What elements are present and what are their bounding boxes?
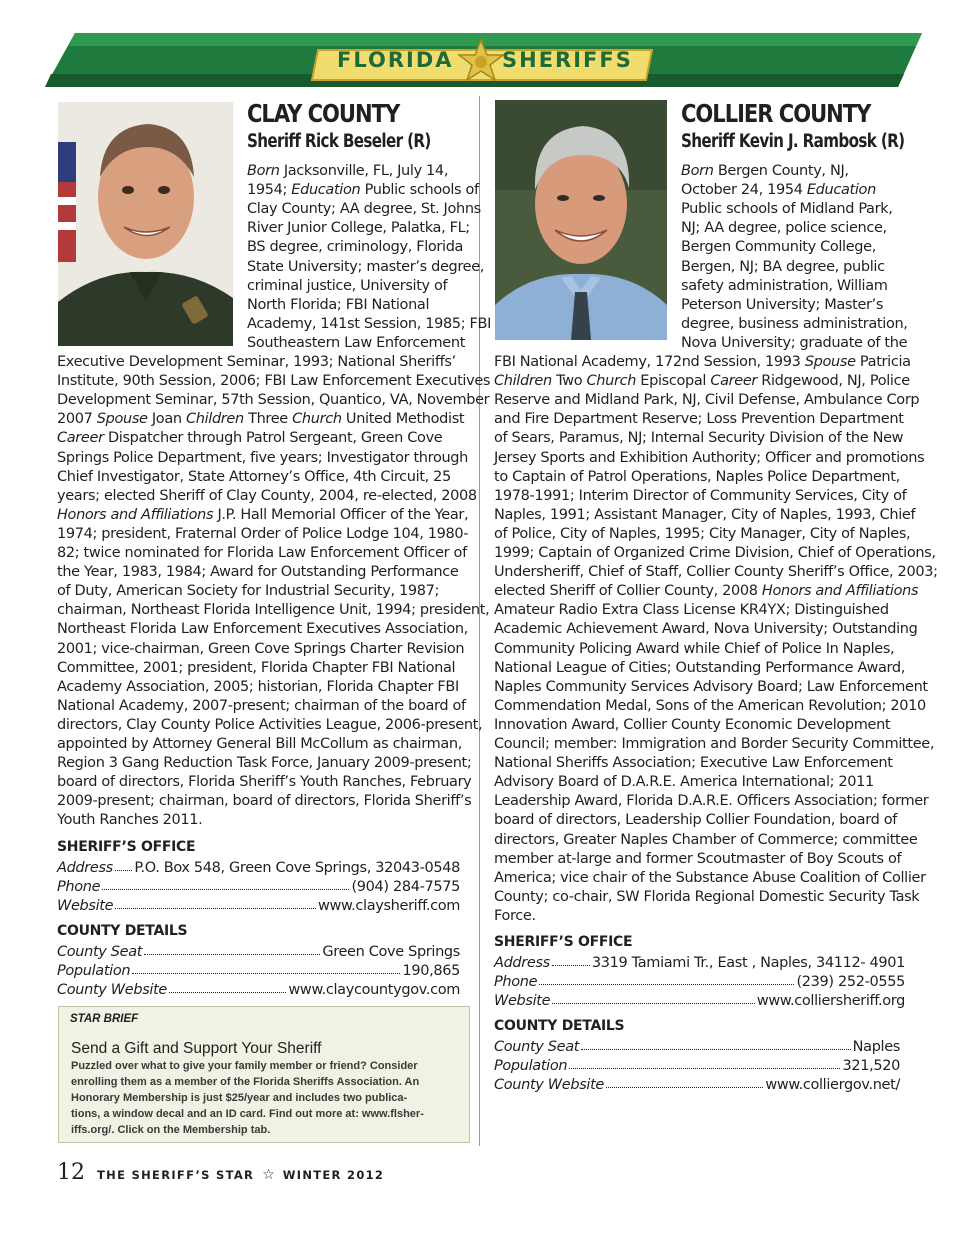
masthead-banner xyxy=(0,0,960,95)
bio-line: October 24, 1954 Education xyxy=(681,182,876,199)
bio-line: Amateur Radio Extra Class License KR4YX; Distinguished xyxy=(494,602,889,619)
portrait-icon xyxy=(58,102,233,346)
clay-phone-label: Phone xyxy=(57,879,101,895)
bio-line: of Duty, American Society for Industrial Security, 1987; xyxy=(57,583,440,600)
star-icon: ☆ xyxy=(262,1167,275,1183)
bio-line: the Year, 1983, 1984; Award for Outstanding Performance xyxy=(57,564,459,581)
bio-line: Development Seminar, 57th Session, Quantico, VA, November xyxy=(57,392,490,409)
bio-line: and Fire Department Reserve; Loss Prevention Department xyxy=(494,411,904,428)
bio-line: safety administration, William xyxy=(681,277,888,294)
clay-seat-label: County Seat xyxy=(57,944,143,960)
bio-line: Community Policing Award while Chief of Police In Naples, xyxy=(494,640,895,657)
collier-county-website-label: County Website xyxy=(494,1077,605,1093)
bio-line: Clay County; AA degree, St. Johns xyxy=(247,201,481,218)
bio-line: North Florida; FBI National xyxy=(247,296,430,313)
collier-seat-label: County Seat xyxy=(494,1039,580,1055)
bio-line: National Sheriffs Association; Executive Law Enforcement xyxy=(494,755,893,772)
bio-line: FBI National Academy, 172nd Session, 1993 Spouse Patricia xyxy=(494,354,911,370)
bio-line: Reserve and Midland Park, NJ, Civil Defense, Ambulance Corp xyxy=(494,392,920,409)
bio-line: Leadership Award, Florida D.A.R.E. Officers Association; former xyxy=(494,793,929,810)
star-brief-line: enrolling them as a member of the Florida Sheriffs Association. An xyxy=(71,1076,420,1088)
star-brief-line: tions, a window decal and an ID card. Find out more at: www.flsher- xyxy=(71,1108,424,1120)
clay-sheriff-name: Sheriff Rick Beseler (R) xyxy=(247,131,431,152)
page-footer xyxy=(57,1160,384,1185)
clay-office-heading: SHERIFF’S OFFICE xyxy=(57,839,196,855)
bio-line: Honors and Affiliations J.P. Hall Memorial Officer of the Year, xyxy=(57,506,469,523)
bio-line: degree, business administration, xyxy=(681,315,908,332)
bio-line: of Police, City of Naples, 1995; City Manager, City of Naples, xyxy=(494,525,911,542)
clay-phone-row xyxy=(57,876,460,895)
bio-line: Naples, 1991; Assistant Manager, City of Naples, 1993, Chief xyxy=(494,506,916,523)
clay-seat-row xyxy=(57,941,460,960)
bio-line: NJ; AA degree, police science, xyxy=(681,220,887,237)
star-brief-label: STAR BRIEF xyxy=(70,1013,139,1025)
bio-line: 2001; vice-chairman, Green Cove Springs Charter Revision xyxy=(57,640,465,657)
collier-county-website-link[interactable]: www.colliergov.net/ xyxy=(765,1077,900,1093)
bio-line: Northeast Florida Law Enforcement Executives Association, xyxy=(57,621,468,638)
bio-line: 1978-1991; Interim Director of Community Services, City of xyxy=(494,487,907,504)
bio-line: Public schools of Midland Park, xyxy=(681,201,893,218)
clay-website-row xyxy=(57,895,460,914)
bio-line: member at-large and former Scoutmaster of Boy Scouts of xyxy=(494,850,902,867)
bio-line: Peterson University; Master’s xyxy=(681,296,884,313)
publication-name: THE SHERIFF’S STAR xyxy=(97,1168,255,1182)
collier-phone-label: Phone xyxy=(494,974,538,990)
clay-sheriff-photo xyxy=(58,102,233,346)
collier-seat-value: Naples xyxy=(852,1039,900,1055)
bio-line: State University; master’s degree, xyxy=(247,258,485,275)
bio-line: Jersey Sports and Exhibition Authority; Officer and promotions xyxy=(494,449,925,466)
clay-phone-value: (904) 284-7575 xyxy=(351,879,460,895)
bio-line: Region 3 Gang Reduction Task Force, January 2009-present; xyxy=(57,755,472,772)
collier-county-title: COLLIER COUNTY xyxy=(681,99,871,128)
bio-line: National Academy, 2007-present; chairman of the board of xyxy=(57,697,466,714)
clay-county-website-row xyxy=(57,979,460,998)
bio-line: years; elected Sheriff of Clay County, 2004, re-elected, 2008 xyxy=(57,487,477,504)
collier-phone-value: (239) 252-0555 xyxy=(796,974,905,990)
bio-line: Academy Association, 2005; historian, Florida Chapter FBI xyxy=(57,678,459,695)
bio-line: Career Dispatcher through Patrol Sergeant, Green Cove xyxy=(57,430,443,447)
bio-line: BS degree, criminology, Florida xyxy=(247,239,464,256)
bio-line: Children Two Church Episcopal Career Ridgewood, NJ, Police xyxy=(494,373,910,390)
clay-details-heading: COUNTY DETAILS xyxy=(57,923,188,939)
banner-florida: FLORIDA xyxy=(337,48,454,72)
bio-line: Executive Development Seminar, 1993; National Sheriffs’ xyxy=(57,354,456,370)
bio-line: of Sears, Paramus, NJ; Internal Security Division of the New xyxy=(494,430,904,447)
collier-county-website-row xyxy=(494,1074,900,1093)
bio-line: Southeastern Law Enforcement xyxy=(247,334,466,351)
issue-date: WINTER 2012 xyxy=(282,1168,385,1182)
bio-line: appointed by Attorney General Bill McCollum as chairman, xyxy=(57,736,463,752)
collier-sheriff-name: Sheriff Kevin J. Rambosk (R) xyxy=(681,131,905,152)
collier-population-label: Population xyxy=(494,1058,568,1074)
bio-line: Force. xyxy=(494,907,536,924)
clay-address-label: Address xyxy=(57,860,113,876)
star-brief-body xyxy=(71,1058,463,1138)
bio-line: 82; twice nominated for Florida Law Enforcement Officer of xyxy=(57,545,467,561)
bio-line: 1999; Captain of Organized Crime Division, Chief of Operations, xyxy=(494,545,936,561)
bio-line: Commendation Medal, Sons of the American Revolution; 2010 xyxy=(494,697,926,714)
banner-stripes xyxy=(0,0,960,95)
star-brief-panel xyxy=(58,1006,470,1143)
column-divider xyxy=(479,96,480,1146)
bio-line: directors, Greater Naples Chamber of Commerce; committee xyxy=(494,831,918,848)
page-number: 12 xyxy=(57,1160,85,1185)
bio-line: elected Sheriff of Collier County, 2008 Honors and Affiliations xyxy=(494,583,919,600)
bio-line: National League of Cities; Outstanding Performance Award, xyxy=(494,659,905,676)
clay-seat-value: Green Cove Springs xyxy=(322,944,460,960)
bio-line: Chief Investigator, State Attorney’s Office, 4th Circuit, 25 xyxy=(57,468,451,485)
bio-line: 1974; president, Fraternal Order of Police Lodge 104, 1980- xyxy=(57,525,469,542)
clay-website-link[interactable]: www.claysheriff.com xyxy=(317,898,460,914)
clay-population-label: Population xyxy=(57,963,131,979)
collier-address-row xyxy=(494,952,905,971)
bio-line: America; vice chair of the Substance Abuse Coalition of Collier xyxy=(494,869,926,886)
collier-sheriff-photo xyxy=(495,100,667,340)
star-brief-line: iffs.org/. Click on the Membership tab. xyxy=(71,1124,271,1136)
star-brief-line: Honorary Membership is just $25/year and includes two publica- xyxy=(71,1092,408,1104)
collier-phone-row xyxy=(494,971,905,990)
bio-line: board of directors, Florida Sheriff’s Youth Ranches, February xyxy=(57,774,472,791)
collier-population-value: 321,520 xyxy=(842,1058,900,1074)
bio-line: criminal justice, University of xyxy=(247,277,448,294)
clay-county-title: CLAY COUNTY xyxy=(247,99,400,128)
clay-website-label: Website xyxy=(57,898,114,914)
clay-county-website-link[interactable]: www.claycountygov.com xyxy=(288,982,460,998)
clay-address-value: P.O. Box 548, Green Cove Springs, 32043-0548 xyxy=(134,860,460,876)
collier-office-heading: SHERIFF’S OFFICE xyxy=(494,934,633,950)
clay-population-row xyxy=(57,960,460,979)
bio-line: Naples Community Services Advisory Board; Law Enforcement xyxy=(494,678,928,695)
bio-line: Born Jacksonville, FL, July 14, xyxy=(247,163,449,179)
bio-line: Bergen, NJ; BA degree, public xyxy=(681,258,885,275)
bio-line: 2007 Spouse Joan Children Three Church United Methodist xyxy=(57,411,465,428)
bio-line: Academic Achievement Award, Nova University; Outstanding xyxy=(494,621,918,638)
collier-address-label: Address xyxy=(494,955,550,971)
clay-county-website-label: County Website xyxy=(57,982,168,998)
clay-population-value: 190,865 xyxy=(402,963,460,979)
collier-details-heading: COUNTY DETAILS xyxy=(494,1018,625,1034)
bio-line: River Junior College, Palatka, FL; xyxy=(247,220,470,237)
star-brief-title: Send a Gift and Support Your Sheriff xyxy=(71,1040,322,1057)
bio-line: board of directors, Leadership Collier Foundation, board of xyxy=(494,812,897,829)
bio-line: 1954; Education Public schools of xyxy=(247,182,479,199)
collier-seat-row xyxy=(494,1036,900,1055)
star-brief-line: Puzzled over what to give your family member or friend? Consider xyxy=(71,1060,418,1072)
bio-line: Born Bergen County, NJ, xyxy=(681,163,849,179)
banner-sheriffs: SHERIFFS xyxy=(502,48,633,72)
bio-line: Council; member: Immigration and Border Security Committee, xyxy=(494,736,935,752)
bio-line: directors, Clay County Police Activities League, 2006-present, xyxy=(57,716,483,733)
collier-website-row xyxy=(494,990,905,1009)
bio-line: Committee, 2001; president, Florida Chapter FBI National xyxy=(57,659,456,676)
bio-line: Advisory Board of D.A.R.E. America International; 2011 xyxy=(494,774,874,791)
bio-line: Institute, 90th Session, 2006; FBI Law Enforcement Executives xyxy=(57,373,491,390)
collier-website-label: Website xyxy=(494,993,551,1009)
bio-line: County; co-chair, SW Florida Regional Domestic Security Task xyxy=(494,888,920,905)
bio-line: Innovation Award, Collier County Economic Development xyxy=(494,716,891,733)
collier-population-row xyxy=(494,1055,900,1074)
bio-line: Bergen Community College, xyxy=(681,239,876,256)
collier-address-value: 3319 Tamiami Tr., East , Naples, 34112- 4901 xyxy=(591,955,905,971)
bio-line: Academy, 141st Session, 1985; FBI xyxy=(247,315,492,332)
portrait-icon xyxy=(495,100,667,340)
bio-line: to Captain of Patrol Operations, Naples Police Department, xyxy=(494,468,900,485)
bio-line: Springs Police Department, five years; Investigator through xyxy=(57,449,468,466)
clay-address-row xyxy=(57,857,460,876)
bio-line: Nova University; graduate of the xyxy=(681,334,908,351)
bio-line: chairman, Northeast Florida Intelligence Unit, 1994; president, xyxy=(57,602,490,619)
collier-website-link[interactable]: www.colliersheriff.org xyxy=(756,993,905,1009)
bio-line: Youth Ranches 2011. xyxy=(57,812,203,829)
bio-line: Undersheriff, Chief of Staff, Collier County Sheriff’s Office, 2003; xyxy=(494,564,938,581)
bio-line: 2009-present; chairman, board of directors, Florida Sheriff’s xyxy=(57,793,472,810)
